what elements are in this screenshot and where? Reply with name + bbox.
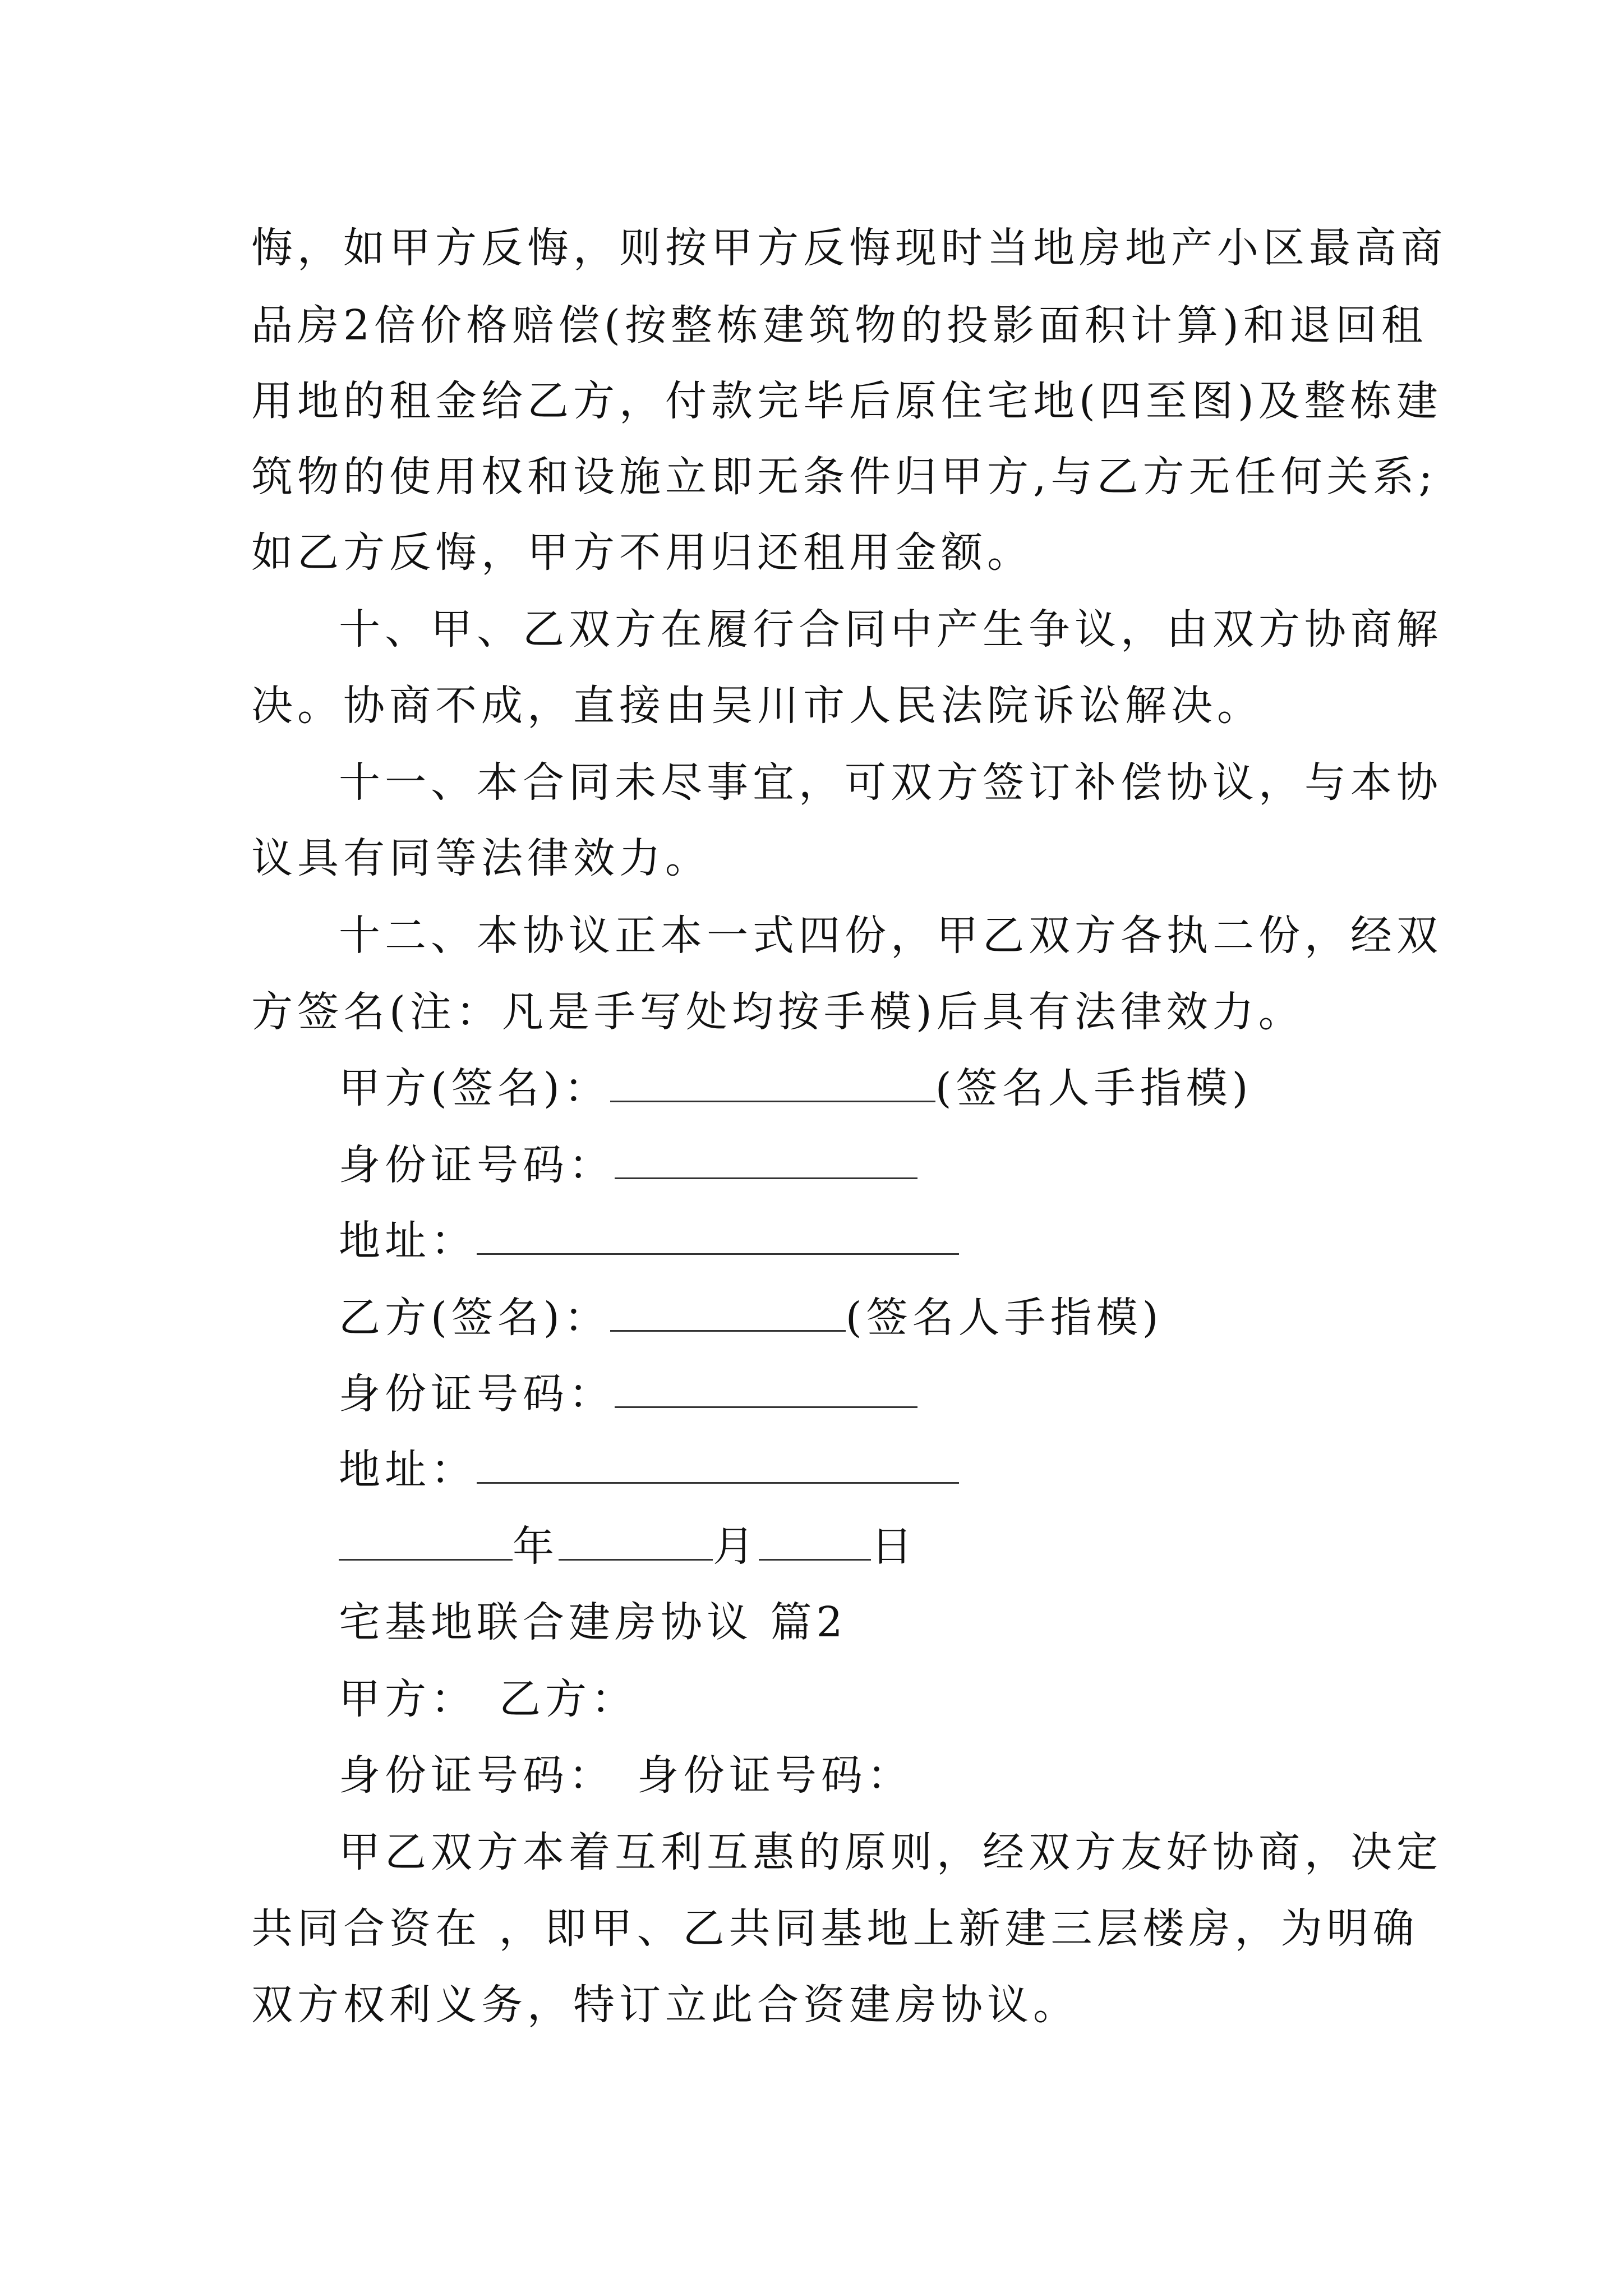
- day-blank[interactable]: [759, 1522, 871, 1561]
- party-a-id-blank[interactable]: [615, 1140, 917, 1179]
- party-a-signature-blank[interactable]: [610, 1064, 935, 1102]
- party-b-id-blank[interactable]: [615, 1369, 917, 1408]
- party-a-label: 甲方(签名)：: [339, 1064, 610, 1112]
- party-a-id-label: 身份证号码：: [339, 1141, 615, 1189]
- party-a-short-label: 甲方：: [339, 1675, 477, 1723]
- party-b-address-blank[interactable]: [477, 1445, 959, 1484]
- party-b-signature-blank[interactable]: [610, 1293, 846, 1332]
- party-a-id-short-label: 身份证号码：: [339, 1751, 615, 1800]
- year-blank[interactable]: [339, 1522, 513, 1561]
- clause-ten-line: 决。协商不成，直接由吴川市人民法院诉讼解决。: [251, 682, 1263, 730]
- party-b-short-label: 乙方：: [499, 1675, 637, 1723]
- closing-paragraph-line: 双方权利义务，特订立此合资建房协议。: [251, 1981, 1079, 2029]
- parties-row: [339, 1665, 1472, 1733]
- clause-eleven-line: 议具有同等法律效力。: [251, 834, 711, 882]
- party-b-id-row: [339, 1360, 1472, 1428]
- party-a-signature-row: [339, 1055, 1472, 1122]
- party-b-label: 乙方(签名)：: [339, 1294, 610, 1342]
- party-b-id-short-label: 身份证号码：: [637, 1751, 913, 1800]
- month-blank[interactable]: [559, 1522, 713, 1561]
- paragraph-line: 品房2倍价格赔偿(按整栋建筑物的投影面积计算)和退回租: [251, 301, 1427, 349]
- closing-paragraph-line: 甲乙双方本着互利互惠的原则，经双方友好协商，决定: [339, 1828, 1442, 1876]
- id-row: [339, 1742, 1472, 1809]
- paragraph-line: 筑物的使用权和设施立即无条件归甲方,与乙方无任何关系;: [251, 453, 1437, 501]
- party-a-address-blank[interactable]: [477, 1216, 959, 1255]
- party-a-address-label: 地址：: [339, 1217, 477, 1265]
- party-a-address-row: [339, 1207, 1472, 1274]
- party-b-fingerprint-note: (签名人手指模): [845, 1294, 1163, 1342]
- clause-twelve-line: 十二、本协议正本一式四份，甲乙双方各执二份，经双: [339, 912, 1442, 960]
- party-b-signature-row: [339, 1284, 1472, 1351]
- party-b-id-label: 身份证号码：: [339, 1370, 615, 1418]
- paragraph-line: 悔，如甲方反悔，则按甲方反悔现时当地房地产小区最高商: [251, 224, 1447, 272]
- date-row: [339, 1513, 1472, 1580]
- party-a-fingerprint-note: (签名人手指模): [935, 1064, 1253, 1112]
- clause-ten-line: 十、甲、乙双方在履行合同中产生争议，由双方协商解: [339, 605, 1442, 654]
- party-a-id-row: [339, 1131, 1472, 1199]
- paragraph-line: 如乙方反悔，甲方不用归还租用金额。: [251, 528, 1033, 577]
- party-b-address-label: 地址：: [339, 1446, 477, 1494]
- paragraph-line: 用地的租金给乙方，付款完毕后原住宅地(四至图)及整栋建: [251, 377, 1442, 425]
- closing-paragraph-line: 共同合资在 ，即甲、乙共同基地上新建三层楼房，为明确: [251, 1904, 1419, 1953]
- clause-twelve-line: 方签名(注：凡是手写处均按手模)后具有法律效力。: [251, 988, 1304, 1036]
- party-b-address-row: [339, 1436, 1472, 1503]
- month-label: 月: [713, 1522, 759, 1571]
- clause-eleven-line: 十一、本合同未尽事宜，可双方签订补偿协议，与本协: [339, 758, 1442, 807]
- day-label: 日: [871, 1522, 917, 1571]
- year-label: 年: [513, 1522, 559, 1571]
- section-title: 宅基地联合建房协议 篇2: [339, 1598, 847, 1646]
